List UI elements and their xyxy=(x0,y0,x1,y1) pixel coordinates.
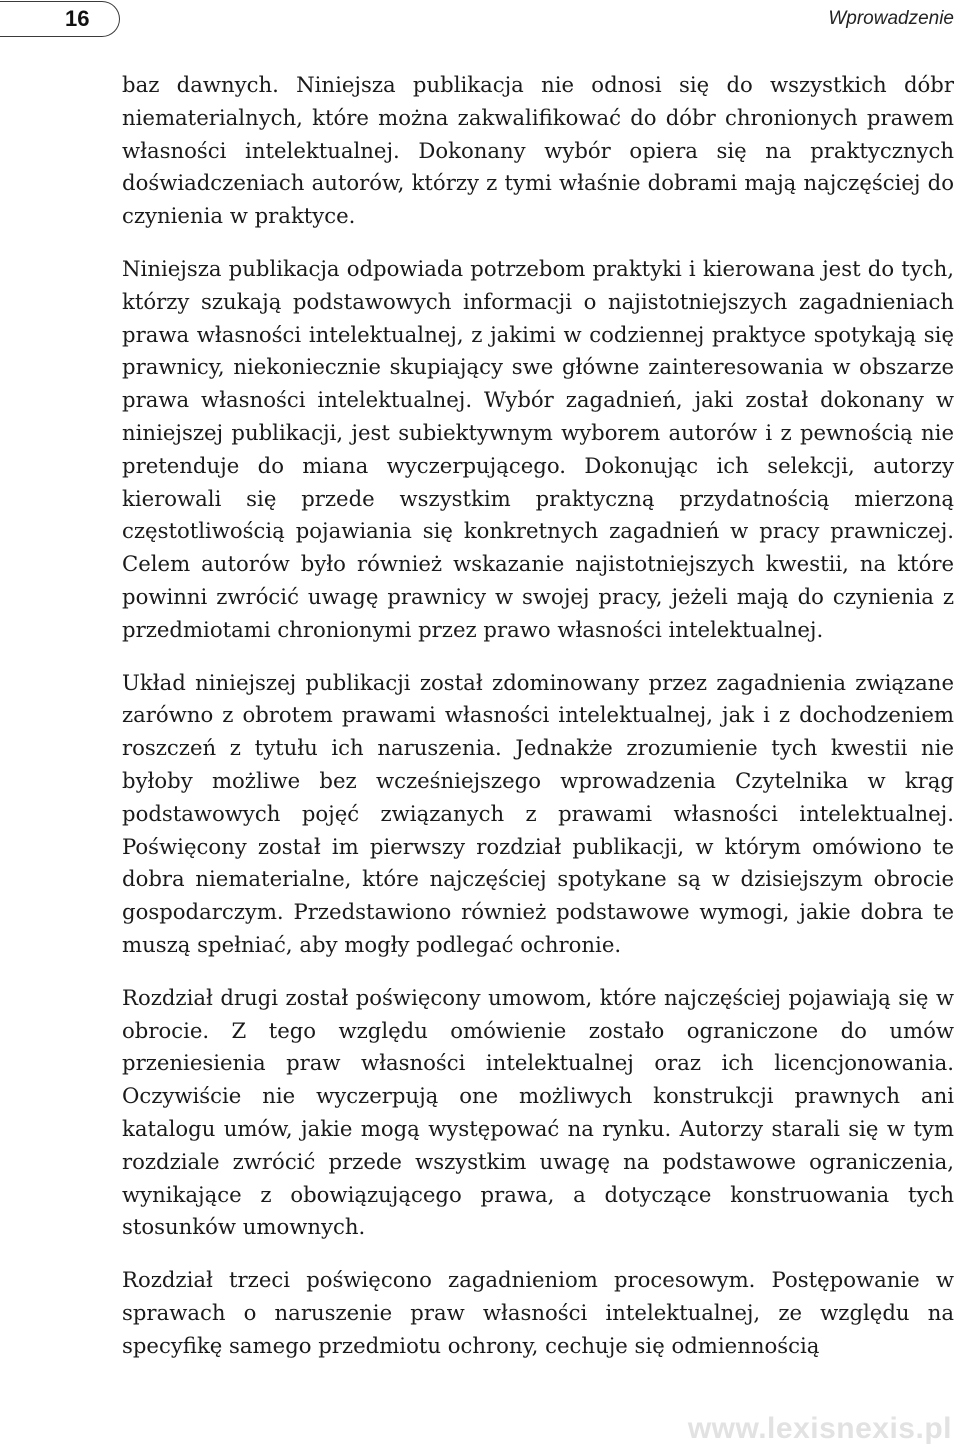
page-number-badge xyxy=(0,1,120,37)
body-paragraph: Rozdział trzeci poświęcono zagadnieniom procesowym. Postępowanie w sprawach o naruszenie praw własności intelektualnej, ze względu na specyfikę samego przedmiotu ochrony, cechuje się odmiennością xyxy=(122,1267,954,1358)
body-paragraph: baz dawnych. Niniejsza publikacja nie odnosi się do wszystkich dóbr niematerialnych, które można zakwalifikować do dóbr chronionych prawem własności intelektualnej. Dokonany wybór opiera się na praktycznych doświadczeniach autorów, którzy z tymi właśnie dobrami mają najczęściej do czynienia w praktyce. xyxy=(122,72,954,229)
page-header xyxy=(0,0,960,44)
page-body xyxy=(122,69,954,1382)
body-paragraph: Niniejsza publikacja odpowiada potrzebom praktyki i kierowana jest do tych, którzy szukają podstawowych informacji o najistotniejszych zagadnieniach prawa własności intelektualnej, z jakimi w codziennej praktyce spotykają się prawnicy, niekoniecznie skupiający swe główne zainteresowania w obszarze prawa własności intelektualnej. Wybór zagadnień, jaki został dokonany w niniejszej publikacji, jest subiektywnym wyborem autorów i z pewnością nie pretenduje do miana wyczerpującego. Dokonując ich selekcji, autorzy kierowali się przede wszystkim praktyczną przydatnością mierzoną częstotliwością pojawiania się konkretnych zagadnień w pracy prawniczej. Celem autorów było również wskazanie najistotniejszych kwestii, na które powinni zwrócić uwagę prawnicy w swojej pracy, jeżeli mają do czynienia z przedmiotami chronionymi przez prawo własności intelektualnej. xyxy=(122,255,954,642)
running-head: Wprowadzenie xyxy=(828,8,954,29)
body-paragraph: Rozdział drugi został poświęcony umowom, które najczęściej pojawiają się w obrocie. Z tego względu omówienie zostało ograniczone do umów przeniesienia praw własności intelektualnej oraz ich licencjonowania. Oczywiście nie wyczerpują one możliwych konstrukcji prawnych ani katalogu umów, jakie mogą występować na rynku. Autorzy starali się w tym rozdziale zwrócić przede wszystkim uwagę na podstawowe ograniczenia, wynikające z obowiązującego prawa, a dotyczące konstruowania tych stosunków umownych. xyxy=(122,984,954,1240)
publisher-watermark: www.lexisnexis.pl xyxy=(687,1412,952,1445)
page-number: 16 xyxy=(65,6,90,31)
body-paragraph: Układ niniejszej publikacji został zdominowany przez zagadnienia związane zarówno z obrotem prawami własności intelektualnej, jak i z dochodzeniem roszczeń z tytułu ich naruszenia. Jednakże zrozumienie tych kwestii nie byłoby możliwe bez wcześniejszego wprowadzenia Czytelnika w krąg podstawowych pojęć związanych z prawami własności intelektualnej. Poświęcony został im pierwszy rozdział publikacji, w którym omówiono te dobra niematerialne, które najczęściej spotykane są w dzisiejszym obrocie gospodarczym. Przedstawiono również podstawowe wymogi, jakie dobra te muszą spełniać, aby mogły podlegać ochronie. xyxy=(122,669,954,957)
